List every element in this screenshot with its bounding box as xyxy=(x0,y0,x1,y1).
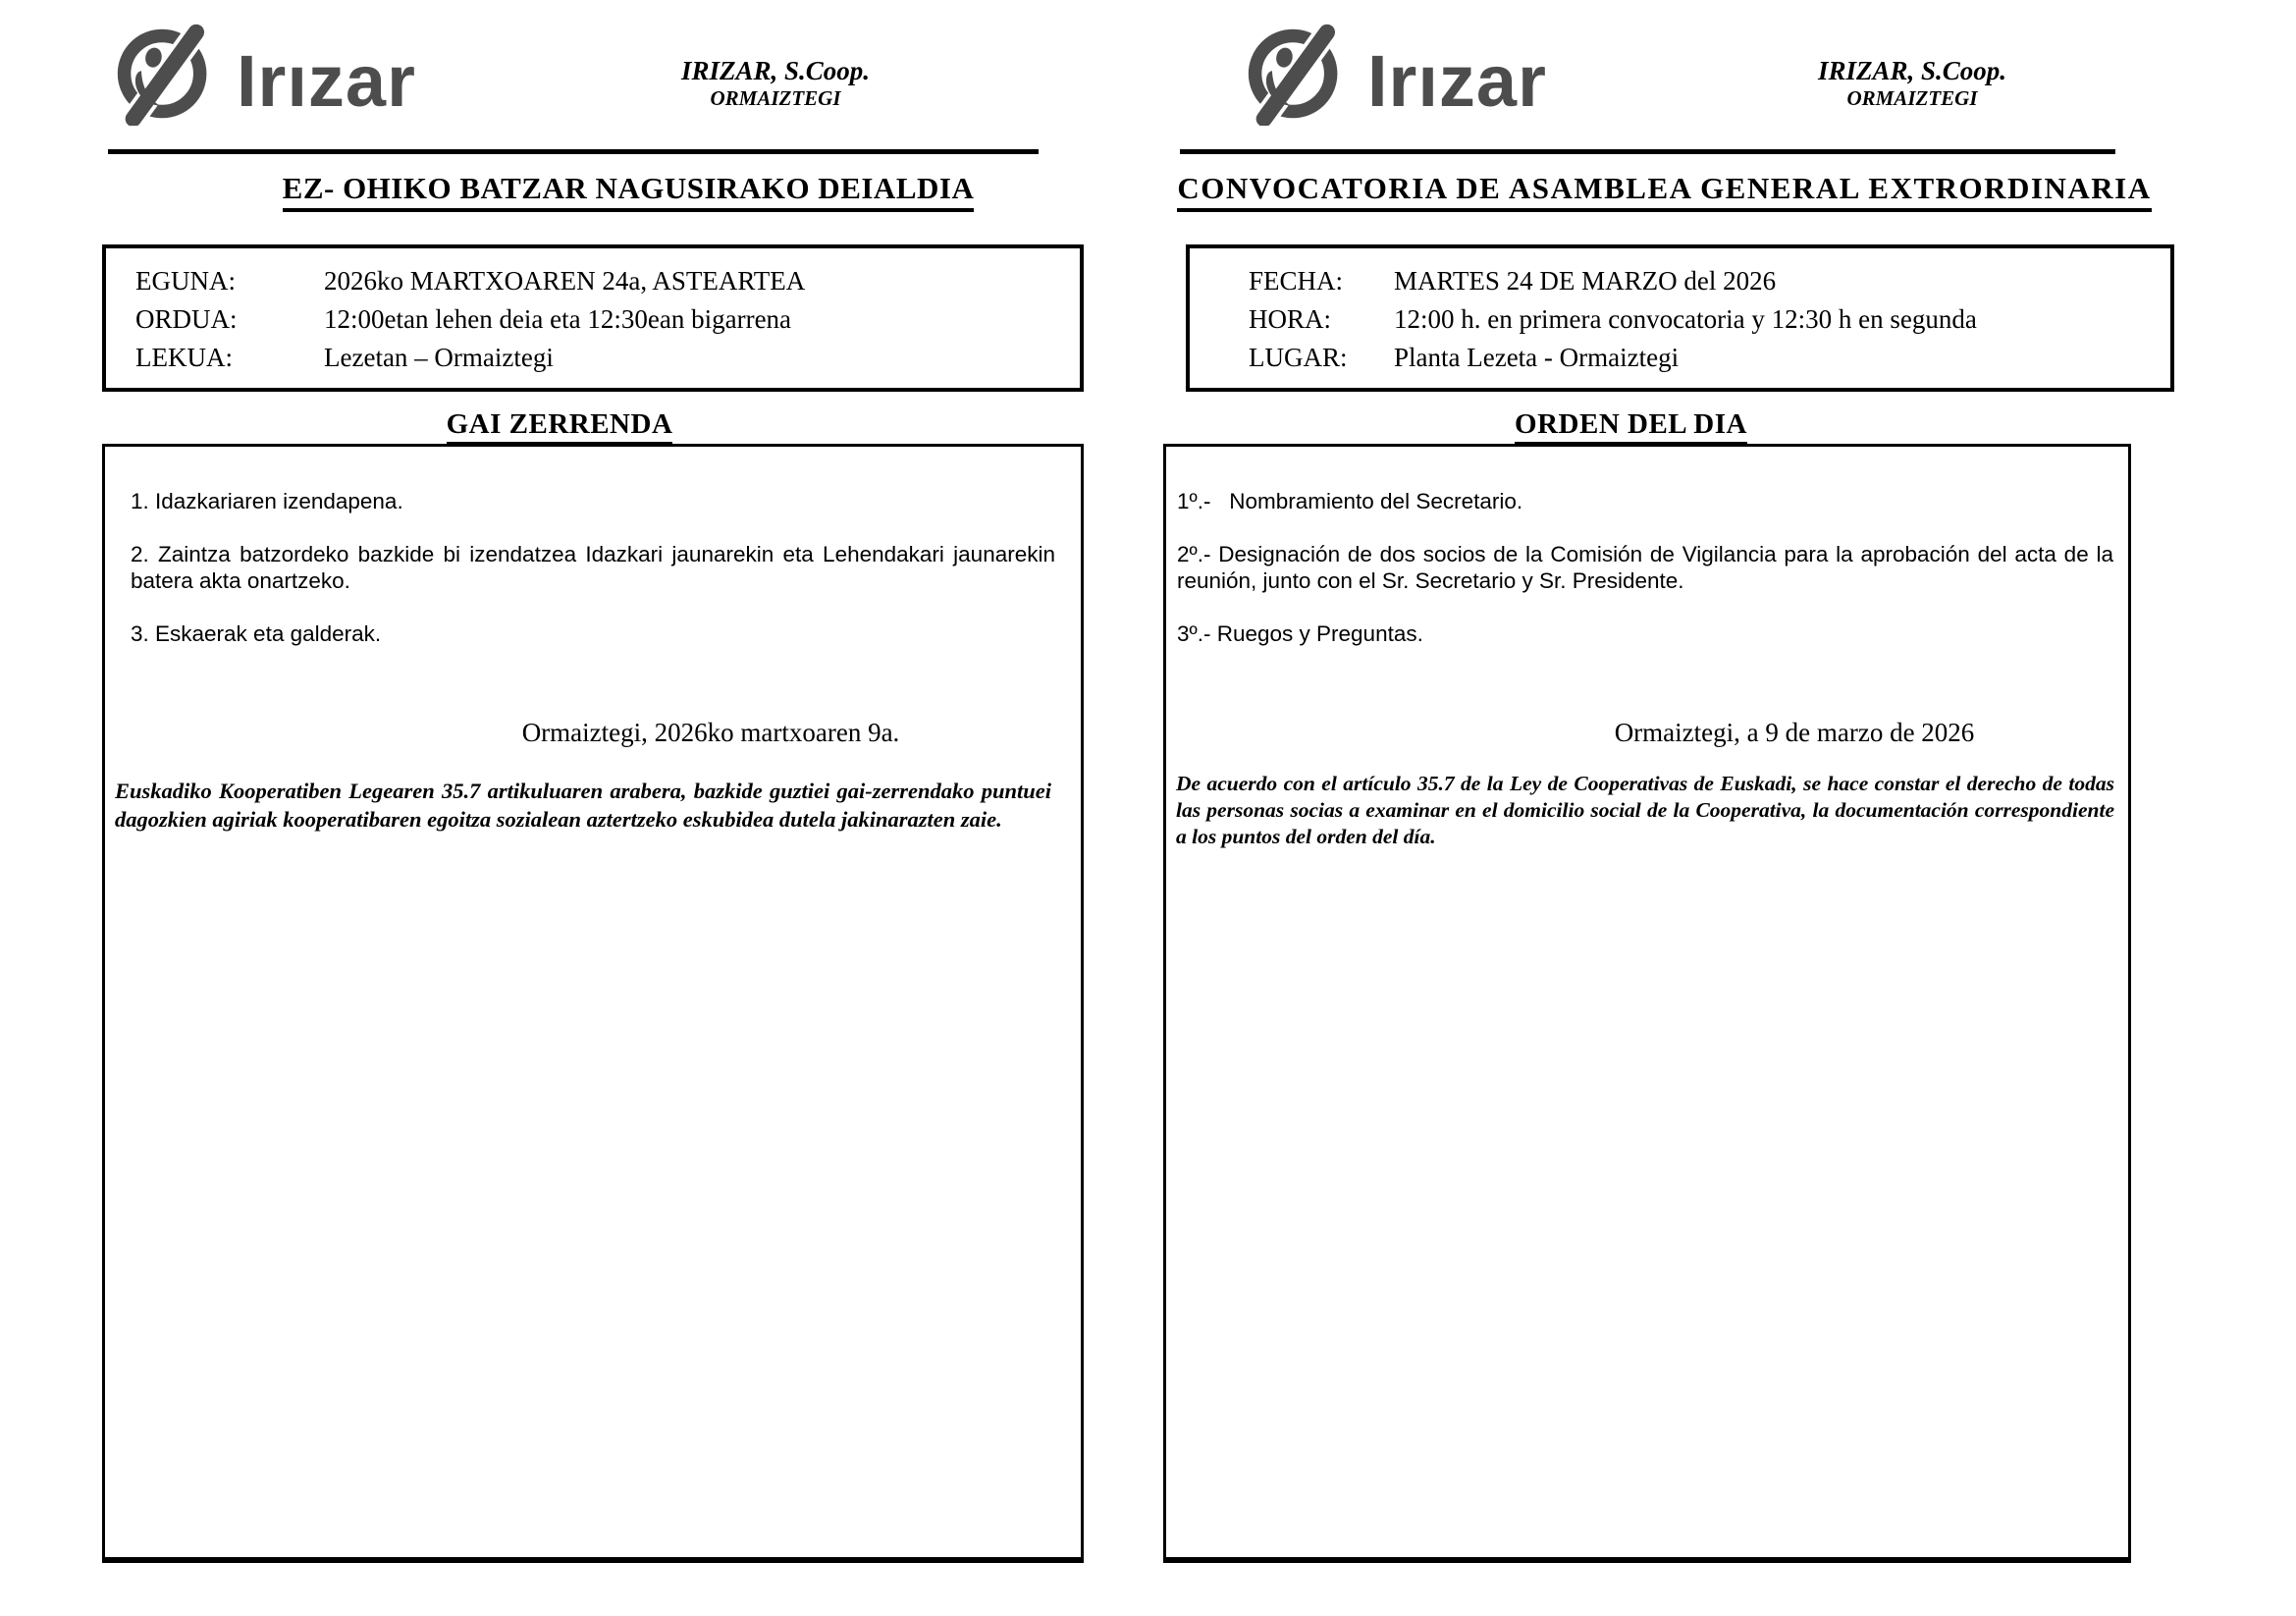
legal-note: De acuerdo con el artículo 35.7 de la Ley de Cooperativas de Euskadi, se hace constar el derecho de todas las personas socias a examinar en el domicilio social de la Cooperativa, la documentación correspondiente a los puntos del orden del día. xyxy=(1176,772,2114,848)
irizar-wordmark: Irızar xyxy=(1367,40,1547,122)
agenda-item: 2º.- Designación de dos socios de la Comisión de Vigilancia para la aprobación del acta de la reunión, junto con el Sr. Secretario y Sr. Presidente. xyxy=(1177,542,2113,593)
company-name: IRIZAR, S.Coop. xyxy=(1817,56,2007,85)
agenda-item: 3. Eskaerak eta galderak. xyxy=(131,621,382,646)
header-rule xyxy=(108,149,1039,154)
detail-value: MARTES 24 DE MARZO del 2026 xyxy=(1394,266,1777,296)
agenda-item: 3º.- Ruegos y Preguntas. xyxy=(1177,621,1423,646)
document-title: EZ- OHIKO BATZAR NAGUSIRAKO DEIALDIA xyxy=(128,171,1129,206)
meeting-details-box xyxy=(102,244,1084,392)
irizar-emblem-icon xyxy=(1244,22,1348,131)
detail-row-lugar xyxy=(1249,339,2170,377)
detail-label: ORDUA: xyxy=(135,304,238,334)
company-location: ORMAIZTEGI xyxy=(1846,86,1978,111)
agenda-box xyxy=(1163,444,2131,1563)
legal-note: Euskadiko Kooperatiben Legearen 35.7 artikuluaren arabera, bazkide guztiei gai-zerrendako puntuei dagozkien agiriak kooperatibaren egoitza sozialean aztertzeko eskubidea dutela jakinarazten zaie. xyxy=(115,779,1051,832)
detail-row-fecha xyxy=(1249,262,2170,300)
detail-row-lekua xyxy=(135,339,1080,377)
dateline: Ormaiztegi, 2026ko martxoaren 9a. xyxy=(521,718,900,747)
detail-label: LEKUA: xyxy=(135,343,233,372)
detail-value: 12:00etan lehen deia eta 12:30ean bigarrena xyxy=(324,304,792,334)
agenda-heading: GAI ZERRENDA xyxy=(59,408,1060,441)
detail-row-eguna xyxy=(135,262,1080,300)
basque-notice-column xyxy=(83,0,1085,1616)
detail-value: 12:00 h. en primera convocatoria y 12:30 h en segunda xyxy=(1394,304,1977,334)
agenda-item: 1º.- Nombramiento del Secretario. xyxy=(1177,489,1523,513)
irizar-emblem-icon xyxy=(113,22,217,131)
detail-label: EGUNA: xyxy=(135,266,236,296)
meeting-details-box xyxy=(1186,244,2174,392)
irizar-logo xyxy=(113,22,416,131)
detail-label: LUGAR: xyxy=(1249,343,1348,372)
irizar-wordmark: Irızar xyxy=(237,40,416,122)
company-name: IRIZAR, S.Coop. xyxy=(680,56,871,85)
agenda-heading: ORDEN DEL DIA xyxy=(1124,408,2138,441)
agenda-list xyxy=(131,488,1055,673)
detail-label: FECHA: xyxy=(1249,266,1344,296)
document-title: CONVOCATORIA DE ASAMBLEA GENERAL EXTRORDINARIA xyxy=(1157,171,2171,206)
detail-label: HORA: xyxy=(1249,304,1332,334)
company-location: ORMAIZTEGI xyxy=(710,86,841,111)
spanish-notice-column xyxy=(1163,0,2177,1616)
company-block xyxy=(1760,55,2064,112)
detail-value: 2026ko MARTXOAREN 24a, ASTEARTEA xyxy=(324,266,806,296)
agenda-list xyxy=(1177,488,2113,673)
detail-value: Planta Lezeta - Ormaiztegi xyxy=(1394,343,1680,372)
header-rule xyxy=(1180,149,2115,154)
company-block xyxy=(623,55,928,112)
detail-value: Lezetan – Ormaiztegi xyxy=(324,343,554,372)
irizar-logo xyxy=(1244,22,1547,131)
detail-row-ordua xyxy=(135,300,1080,339)
agenda-box xyxy=(102,444,1084,1563)
agenda-item: 2. Zaintza batzordeko bazkide bi izendatzea Idazkari jaunarekin eta Lehendakari jaunarekin batera akta onartzeko. xyxy=(131,542,1055,593)
dateline: Ormaiztegi, a 9 de marzo de 2026 xyxy=(1614,718,1975,747)
agenda-item: 1. Idazkariaren izendapena. xyxy=(131,489,403,513)
detail-row-hora xyxy=(1249,300,2170,339)
